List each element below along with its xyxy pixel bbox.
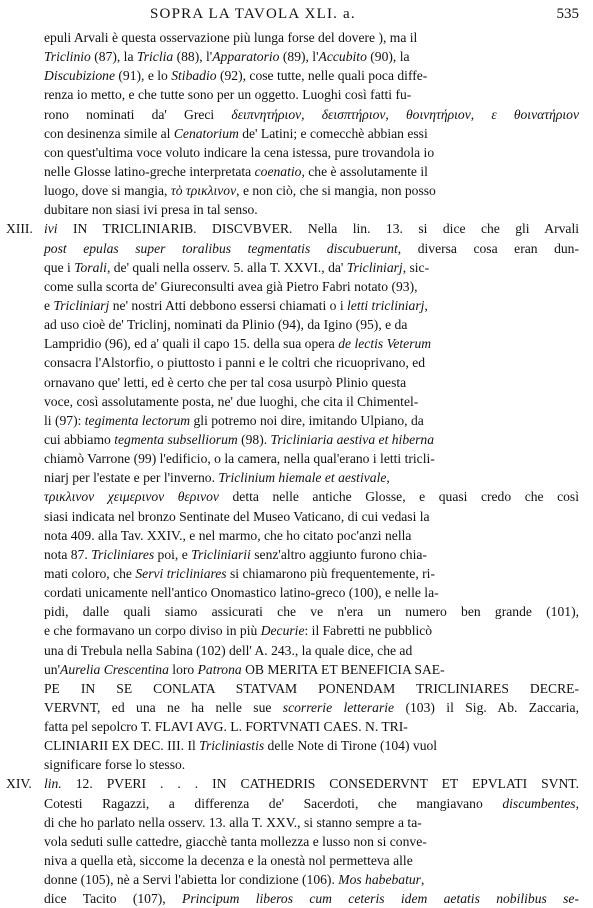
text-run: delle Note di Tirone (104) vuol xyxy=(264,738,438,754)
text-line xyxy=(0,105,593,124)
italic-text: Servi tricliniares xyxy=(135,565,227,581)
text-line xyxy=(0,200,593,219)
text-run: , xyxy=(424,297,428,313)
text-run: con quest'ultima voce voluto indicare la cena istessa, pure trovandola io xyxy=(44,144,435,160)
italic-text: Tricliniastis xyxy=(199,738,265,754)
text-line xyxy=(0,315,593,334)
text-run: si chiamarono più frequentemente, ri- xyxy=(226,565,435,581)
text-run: nelle Glosse latino-greche interpretata xyxy=(44,163,255,179)
text-run: que i xyxy=(44,259,75,275)
text-line xyxy=(0,219,593,238)
italic-text: tegimenta lectorum xyxy=(84,412,191,428)
text-run: cui abbiamo xyxy=(44,431,115,447)
text-line xyxy=(0,392,593,411)
text-run: (103) il Sig. Ab. Zaccaria, xyxy=(394,699,579,715)
text-line xyxy=(0,755,593,774)
text-run: fatta pel sepolcro T. FLAVI AVG. L. FORTVNATI CAES. N. TRI- xyxy=(44,719,408,735)
italic-text: Tricliniaria aestiva et hiberna xyxy=(270,431,435,447)
text-run: con desinenza simile al xyxy=(44,125,174,141)
text-line xyxy=(0,430,593,449)
italic-text: Decurie xyxy=(260,623,305,639)
text-line xyxy=(0,277,593,296)
text-line xyxy=(0,774,593,793)
italic-text: tegmenta subselliorum xyxy=(114,431,238,447)
text-line xyxy=(0,583,593,602)
text-run: siasi indicata nel bronzo Sentinate del Museo Vaticano, di cui vedasi la xyxy=(44,508,430,524)
text-run: mati coloro, che xyxy=(44,565,136,581)
text-line xyxy=(0,28,593,47)
italic-text: post epulas super toralibus tegmentatis discubuerunt xyxy=(44,240,398,256)
page-number: 535 xyxy=(556,6,579,22)
text-line xyxy=(0,85,593,104)
text-run: (90), la xyxy=(366,49,410,65)
italic-text: Accubito xyxy=(318,49,367,65)
text-run: , xyxy=(575,795,579,811)
text-line xyxy=(0,832,593,851)
text-line xyxy=(0,794,593,813)
text-line xyxy=(0,468,593,487)
text-run: rono nominati da' Greci xyxy=(44,106,232,122)
text-run: loro xyxy=(168,661,198,677)
text-run: , xyxy=(420,872,425,888)
text-line xyxy=(0,124,593,143)
italic-text: Triclinio xyxy=(44,49,91,65)
text-run: Cotesti Ragazzi, a differenza de' Sacerdoti, che mangiavano xyxy=(44,795,503,811)
text-line xyxy=(0,487,593,506)
text-run: luogo, dove si mangia, xyxy=(44,183,171,199)
text-run: poi, e xyxy=(154,546,192,562)
text-run: una di Trebula nella Sabina (102) dell' A. 243., la quale dice, che ad xyxy=(44,642,413,658)
italic-text: Stibadio xyxy=(171,68,217,84)
text-run: epuli Arvali è questa osservazione più lunga forse del dovere ), ma il xyxy=(44,30,418,45)
italic-text: Triclinium hiemale et aestivale xyxy=(218,470,387,486)
text-line xyxy=(0,449,593,468)
italic-text: Principum liberos cum ceteris idem aetatis nobilibus se- xyxy=(182,891,579,907)
text-run: senz'altro aggiunto furono chia- xyxy=(250,546,427,562)
text-run: , de' quali nella osserv. 5. alla T. XXVI., da' xyxy=(106,259,347,275)
text-line xyxy=(0,545,593,564)
text-line xyxy=(0,641,593,660)
text-run: PE IN SE CONLATA STATVAM PONENDAM TRICLINIARES DECRE- xyxy=(44,680,579,696)
text-line xyxy=(0,679,593,698)
text-line xyxy=(0,258,593,277)
text-line xyxy=(0,507,593,526)
section-number: XIII. xyxy=(6,221,33,237)
text-line xyxy=(0,353,593,372)
italic-text: τὸ τρικλινον xyxy=(170,183,237,199)
text-run: (87), la xyxy=(90,49,137,65)
text-line xyxy=(0,717,593,736)
text-run: di che ho parlato nella osserv. 13. alla T. XXV., si stanno sempre a ta- xyxy=(44,814,422,830)
text-run: 12. PVERI . . . IN CATHEDRIS CONSEDERVNT ET EPVLATI SVNT. xyxy=(61,776,579,792)
italic-text: Discubizione xyxy=(44,68,115,84)
text-run: IN TRICLINIARIB. DISCVBVER. Nella lin. 13. si dice che gli Arvali xyxy=(57,221,579,237)
text-run: consacra l'Alstorfio, o piuttosto i panni e le coltri che ricuoprivano, ed xyxy=(44,355,426,371)
text-run: e xyxy=(44,297,54,313)
text-run: Lampridio (96), ed a' quali il capo 15. della sua opera xyxy=(44,336,339,352)
italic-text: ivi xyxy=(44,221,58,237)
text-run: , xyxy=(386,470,390,486)
text-run: , che è assolutamente il xyxy=(301,163,428,179)
text-run: (89), l' xyxy=(279,49,319,65)
section-number: XIV. xyxy=(6,776,32,792)
text-line xyxy=(0,736,593,755)
text-line xyxy=(0,411,593,430)
text-line xyxy=(0,162,593,181)
italic-text: Triclia xyxy=(136,49,174,65)
italic-text: Tricliniarj xyxy=(346,259,403,275)
text-line xyxy=(0,526,593,545)
italic-text: coenatio xyxy=(254,163,302,179)
text-run: donne (105), nè a Servi l'abietta lor condizione (106). xyxy=(44,872,339,888)
text-run: niva a quella età, siccome la decenza e la onestà nol permetteva alle xyxy=(44,853,413,869)
text-run: , diversa cosa eran dun- xyxy=(397,240,579,256)
text-line xyxy=(0,889,593,908)
text-line xyxy=(0,602,593,621)
text-line xyxy=(0,851,593,870)
text-run: de' Latini; e comecchè abbian essi xyxy=(238,125,428,141)
text-run: ne' nostri Atti debbono essersi chiamati o i xyxy=(109,297,348,313)
text-line xyxy=(0,564,593,583)
italic-text: scorrerie letterarie xyxy=(282,699,395,715)
text-run: , e non ciò, che si mangia, non posso xyxy=(236,183,436,199)
italic-text: δειπνητήριον, δεισπτήριον, θοινητήριον, ε θοινατήριον xyxy=(231,106,579,122)
text-run: significare forse lo stesso. xyxy=(44,757,186,773)
italic-text: Mos habebatur xyxy=(338,872,421,888)
text-run: vola seduti sulle cattedre, giacchè tanta mollezza e lusso non si conve- xyxy=(44,833,427,849)
text-line xyxy=(0,373,593,392)
italic-text: Patrona xyxy=(197,661,242,677)
italic-text: letti tricliniarj xyxy=(347,297,425,313)
text-run: gli potremo noi dire, imitando Ulpiano, da xyxy=(190,412,424,428)
text-run: (91), e lo xyxy=(114,68,172,84)
italic-text: Aurelia Crescentina xyxy=(60,661,169,677)
text-line xyxy=(0,143,593,162)
text-line xyxy=(0,66,593,85)
page-body xyxy=(0,28,593,908)
italic-text: Tricliniarii xyxy=(191,546,251,562)
text-line xyxy=(0,660,593,679)
italic-text: lin. xyxy=(44,776,62,792)
text-run: , sic- xyxy=(402,259,430,275)
running-title: SOPRA LA TAVOLA XLI. a. xyxy=(150,6,356,22)
text-run: : il Fabretti ne pubblicò xyxy=(304,623,433,639)
text-line xyxy=(0,334,593,353)
text-run: cordati unicamente nell'antico Onomastico latino-greco (100), e nelle la- xyxy=(44,585,439,601)
italic-text: Cenatorium xyxy=(173,125,239,141)
italic-text: de lectis Veterum xyxy=(338,336,432,352)
italic-text: Tricliniarj xyxy=(53,297,110,313)
text-run: niarj per l'estate e per l'inverno. xyxy=(44,470,219,486)
text-run: dice Tacito (107), xyxy=(44,891,183,907)
text-line xyxy=(0,239,593,258)
italic-text: τρικλινον χειμερινον θερινον xyxy=(44,489,219,505)
text-line xyxy=(0,870,593,889)
italic-text: Torali xyxy=(74,259,107,275)
text-run: nota 409. alla Tav. XXIV., e nel marmo, che ho citato poc'anzi nella xyxy=(44,527,412,543)
text-line xyxy=(0,698,593,717)
text-run: (88), l' xyxy=(173,49,213,65)
text-line xyxy=(0,296,593,315)
text-run: e che formavano un corpo diviso in più xyxy=(44,623,261,639)
text-line xyxy=(0,813,593,832)
text-run: (92), cose tutte, nelle quali poca diffe- xyxy=(216,68,428,84)
text-run: OB MERITA ET BENEFICIA SAE- xyxy=(241,661,445,677)
text-run: ornavano que' letti, ed è certo che per tal cosa usurpò Plinio questa xyxy=(44,374,407,390)
italic-text: Tricliniares xyxy=(91,546,155,562)
text-run: dubitare non siasi ivi presa in tal senso. xyxy=(44,202,258,218)
text-run: detta nelle antiche Glosse, e quasi credo che così xyxy=(218,489,579,505)
italic-text: Apparatorio xyxy=(212,49,280,65)
text-line xyxy=(0,181,593,200)
text-run: voce, così assolutamente posta, ne' due luoghi, che cita il Chimentel- xyxy=(44,393,419,409)
page-header xyxy=(0,4,593,28)
text-run: CLINIARII EX DEC. III. Il xyxy=(44,738,200,754)
text-run: renza io metto, e che tutte sono per un oggetto. Luoghi così fatti fu- xyxy=(44,87,412,103)
text-run: un' xyxy=(44,661,61,677)
italic-text: discumbentes xyxy=(502,795,576,811)
text-run: li (97): xyxy=(44,412,85,428)
text-line xyxy=(0,621,593,640)
text-run: (98). xyxy=(237,431,271,447)
text-run: chiamò Varrone (99) l'edificio, o la camera, nella qual'erano i letti tricli- xyxy=(44,451,435,467)
text-run: pidi, dalle quali siamo assicurati che ve n'era un numero ben grande (101), xyxy=(44,604,579,620)
text-run: ad uso cioè de' Triclinj, nominati da Plinio (94), da Igino (95), e da xyxy=(44,317,408,333)
text-run: VERVNT, ed una ne ha nelle sue xyxy=(44,699,283,715)
text-line xyxy=(0,47,593,66)
text-run: nota 87. xyxy=(44,546,92,562)
text-run: come sulla scorta de' Giureconsulti avea già Pietro Fabri notato (93), xyxy=(44,278,418,294)
